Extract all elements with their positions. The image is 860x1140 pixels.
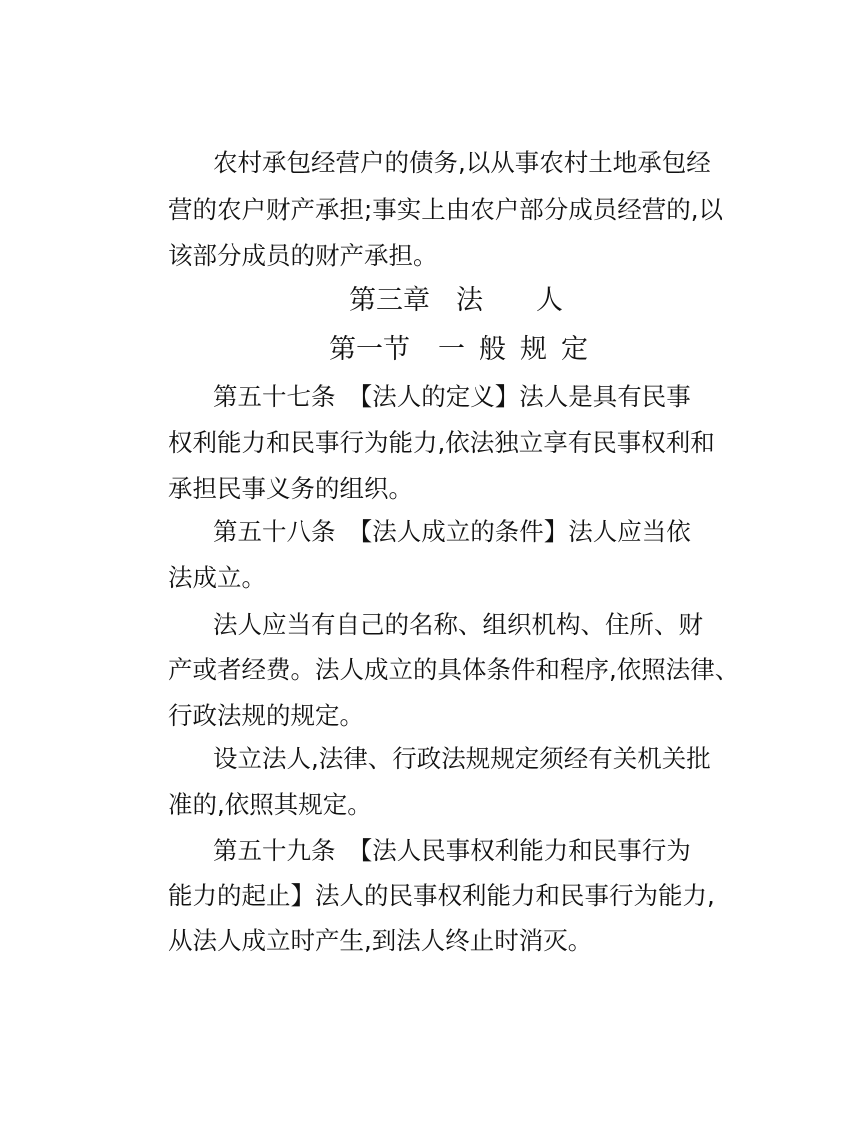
section-title-char-4: 定 <box>561 334 588 365</box>
section-title-char-2: 般 <box>479 334 506 365</box>
article-59-line-1: 第五十九条 【法人民事权利能力和民事行为 <box>213 836 691 865</box>
article-59-line-2: 能力的起止】法人的民事权利能力和民事行为能力, <box>168 881 715 910</box>
article-57-line-2: 权利能力和民事行为能力,依法独立享有民事权利和 <box>168 428 715 457</box>
article-58-para-3-line-1: 设立法人,法律、行政法规规定须经有关机关批 <box>213 744 711 773</box>
article-58-para-2-line-3: 行政法规的规定。 <box>168 701 364 730</box>
article-59-line-3: 从法人成立时产生,到法人终止时消灭。 <box>168 926 593 955</box>
article-58-para-2-line-2: 产或者经费。法人成立的具体条件和程序,依照法律、 <box>168 655 740 684</box>
section-number: 第一节 <box>329 334 410 365</box>
paragraph-1-line-3: 该部分成员的财产承担。 <box>168 241 438 270</box>
chapter-number: 第三章 <box>349 285 430 316</box>
article-58-line-1: 第五十八条 【法人成立的条件】法人应当依 <box>213 517 691 546</box>
article-58-para-3-line-2: 准的,依照其规定。 <box>168 790 372 819</box>
article-58-para-2-line-1: 法人应当有自己的名称、组织机构、住所、财 <box>213 610 703 639</box>
article-57-line-1: 第五十七条 【法人的定义】法人是具有民事 <box>213 382 691 411</box>
section-heading <box>329 333 588 367</box>
paragraph-1-line-2: 营的农户财产承担;事实上由农户部分成员经营的,以 <box>168 195 724 224</box>
article-57-line-3: 承担民事义务的组织。 <box>168 474 413 503</box>
chapter-title-char-1: 法 <box>456 285 483 316</box>
article-58-line-2: 法成立。 <box>168 563 266 592</box>
chapter-title-char-2: 人 <box>536 285 563 316</box>
section-title-char-1: 一 <box>438 334 465 365</box>
section-title-char-3: 规 <box>520 334 547 365</box>
chapter-heading <box>349 284 563 318</box>
paragraph-1-line-1: 农村承包经营户的债务,以从事农村土地承包经 <box>213 148 711 177</box>
